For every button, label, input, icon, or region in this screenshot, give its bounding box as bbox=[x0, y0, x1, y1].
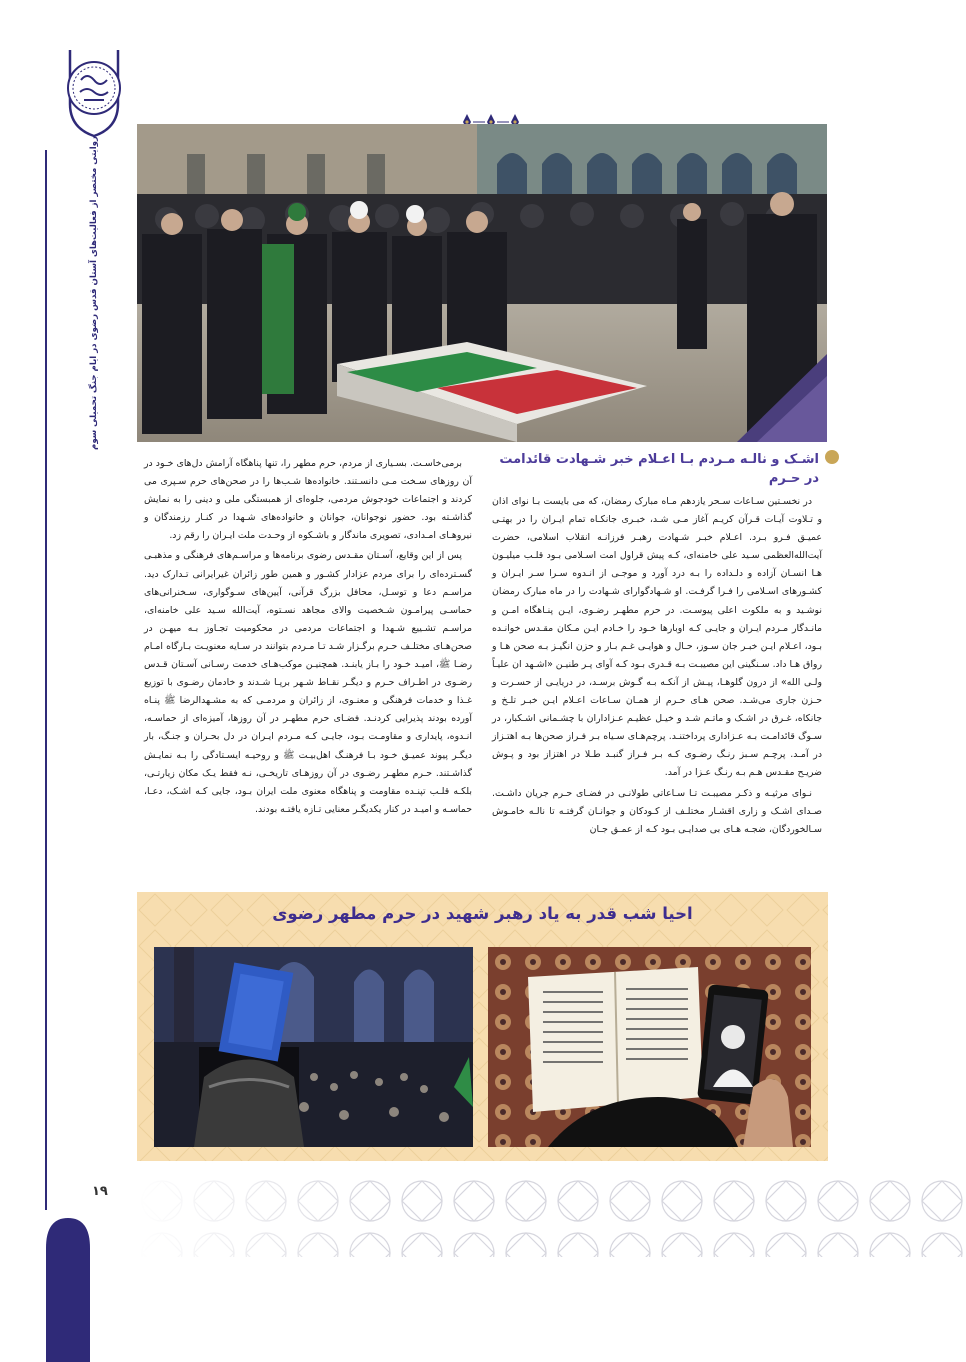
sidebar-caption bbox=[80, 138, 108, 448]
right-paragraph-2: نـوای مرثیـه و ذکـر مصیبـت تـا سـاعاتی طولانـی در فضـای حـرم جریان داشـت. صـدای اشـک و زاری اقشـار مختلـف از کـودکان و جوانـان گرفتـه تا نالـه خامـوش سـالخوردگان، ضجـه هـای بی صدایـی بـود کـه از عمـق جـان bbox=[492, 787, 822, 835]
footer-pattern-icon bbox=[136, 1175, 966, 1257]
logo-emblem-icon bbox=[46, 44, 142, 140]
article-left-column bbox=[144, 455, 472, 885]
main-photo-funeral-prayer bbox=[137, 124, 827, 442]
photo-night-crowd bbox=[154, 947, 473, 1147]
left-paragraph-1: برمی‌خاسـت. بسـیاری از مردم، حرم مطهر را، تنها پناهگاه آرامش دل‌های خـود در آن روزهای سـخت مـی دانسـتند. خانواده‌ها شـب‌ها را در صحن‌های حرم سـپری می کردند و اجتماعات خودجوش مردمی، جلوه‌ای از همبستگی ملی و دینی را به نمایش گذاشـته بود. حضور نوجوانان، جوانان و خانواده‌های شـهدا در کنـار رزمندگان و نیروهـای امـدادی، تصویری ماندگار و باشـکوه از وحـدت ملت ایـران را رقم زد. bbox=[144, 458, 472, 542]
article-right-column bbox=[492, 493, 822, 883]
photo-quran-phone bbox=[488, 947, 811, 1147]
page-tab-shape bbox=[46, 1218, 134, 1362]
article-headline bbox=[493, 450, 819, 490]
page-number: ۱۹ bbox=[92, 1184, 108, 1199]
article-headline-text: اشـک و نالـه مـردم بـا اعـلام خبر شـهادت قائدامت در حـرم bbox=[499, 452, 819, 486]
left-paragraph-2: پس از این وقایع، آسـتان مقـدس رضوی برنامه‌ها و مراسـم‌های فرهنگی و مذهبـی گسـترده‌ای را برای مردم عزادار کشـور و همین طور زائران غیرایرانی تـدارک دید. مراسـم دعا و توسـل، محافل بزرگ قرآنی، آیین‌های سـوگواری، سـخنرانی‌های حماسـی پیرامـون شـخصیت والای مجاهد نسـتوه، آیت‌الله سـید علی خامنه‌ای، مراسـم تشـییع شـهدا و اجتماعات مردمی در محکومیت تجـاوز بـه میهـن در صحن‌هـای مختلـف حـرم برگـزار شـد تـا مـردم بتوانند در سـایه معنویـت بـارگاه امـام رضـا ﷺ، امیـد خـود را بـاز یابنـد. همچنیـن موکب‌هـای خدمت‌ رسـانی آسـتان قـدس رضـوی در اطـراف حـرم و دیگـر نقـاط شـهر برپـا شـدند و خادمان رضـوی با توزیع غـذا و خدمات فرهنگی و معنـوی، از زائران و مردمـی که به مشـهدالرضا ﷺ پنـاه آورده بودند پذیرایی کردنـد. فضـای حرم مطهـر در آن روزها، آمیزه‌ای از حماسـه، انـدوه، پایداری و مقاومـت بـود، جایـی کـه مـردم ایـران در دل بحـران و جنـگ، بار دیگـر پیوند عمیـق خـود بـا فرهنـگ اهل‌بیـت ﷺ و روحیـه ایسـتادگی را بـه نمایـش گذاشـتند. حـرم مطهـر رضـوی در آن روزهـای تاریخـی، نـه فقط یـک مکان زیارتـی، بلکـه قلـب تپنـده مقاومت و پناهگاه معنوی ملت ایران بـود، جایی کـه اشـک، دعـا، حماسـه و امیـد در کنار یکدیگـر معنایی تـازه یافتـه بودند. bbox=[144, 550, 472, 815]
sidebar-caption-text: روایتی مختصر از فعالیت‌های آستان قدس رضوی در ایام جنگ تحمیلی سوم bbox=[89, 136, 99, 450]
box-title: احیا شب قدر به یاد رهبر شهید در حرم مطهر رضوی bbox=[272, 904, 693, 923]
right-paragraph-1: در نخسـتین سـاعات سـحر یازدهم مـاه مبارک رمضان، که می بایست بـا نوای اذان و تـلاوت آیـات قـرآن کریـم آغاز مـی شـد، خبـری جانکـاه تمام ایـران را در بهتـی عمیـق فـرو بـرد. اعـلام خبـر شـهادت رهبـر فرزانـه انقلاب اسلامی، حضرت آیت‌الله‌العظمی سـید علی خامنه‌ای، کـه پیش قراول امت اسـلامی بـود قلـب میلیـون هـا انسـان آزاده و دلـداده را بـه درد آورد و موجـی از انـدوه سـرا سـر ایـران و کشـورهای اسـلامی را فـرا گرفـت. او شـهادگوارای شـهادت را در ماه مبارک رمضان نوشـید و به ملکوت اعلی پیوسـت. در حرم مطهـر رضـوی، ایـن پنـاهگاه امـن و مانـدگار مـردم ایـران و جایـی کـه اوبارها خـود را خـادم ایـن مـکان مقـدس خوانـده بـود، اعـلام ایـن خبـر جان سـوز، حـال و هوایـی غـم بـار و حزن انگیـز بـه صحن هـا و رواق هـا داد. سـنگینی این مصیبـت بـه قـدری بـود کـه آوای پـر طنیـن «اشـهد ان علیـاً ولـی الله» از درون گلوهـا، پیـش از آنکـه بـه گـوش برسـد، در دریایـی از حسـرت و حـزن جاری می‌شـد. صحن هـای حـرم از همـان سـاعات اعـلام ایـن خبـر تلـخ و جانکاه، غـرق در اشـک و ماتـم شـد و خیـل عظیـم عـزاداران با چشـمانی اشـکبار، در سـوگ قائدامـت بـه عـزاداری پرداختنـد. پرچم‌هـای سـیاه بـر فـراز صحن‌ها بـه اهتـزاز در آمـد. پرچـم سـبز رنـگ رضـوی کـه بـر فـراز گنبـد طـلا در اهتزاز بود و پـوش ضریـح مقـدس هـم بـه رنـگ عـزا در آمد. bbox=[492, 496, 822, 779]
sidebar bbox=[0, 0, 66, 1362]
photo-box bbox=[137, 892, 828, 1161]
headline-bullet-icon bbox=[825, 450, 839, 464]
sidebar-line bbox=[45, 150, 47, 1210]
